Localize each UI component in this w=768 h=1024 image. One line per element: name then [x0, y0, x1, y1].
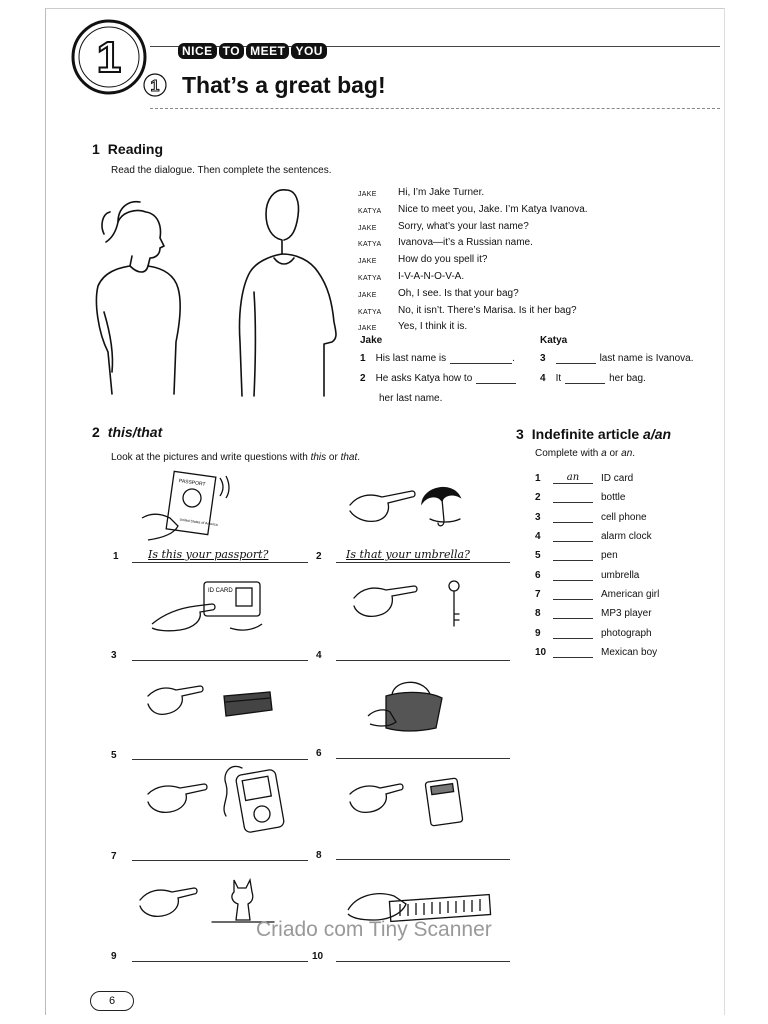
item-noun: cell phone: [601, 512, 647, 523]
sentence-number: 2: [360, 373, 366, 384]
speaker: KATYA: [358, 241, 382, 249]
dialogue-line: [358, 203, 588, 220]
sentence-2: [360, 373, 516, 384]
item-noun: pen: [601, 550, 618, 561]
dialogue-line: [358, 186, 588, 203]
section-3-heading: [516, 426, 671, 442]
answer-blank[interactable]: [565, 373, 605, 384]
question-number: 8: [316, 850, 322, 861]
page-title: That’s a great bag!: [182, 72, 386, 98]
girl-figure: [96, 202, 180, 394]
question-answer[interactable]: Is this your passport?: [148, 548, 269, 561]
article-item: [535, 627, 652, 639]
line-text: Oh, I see. Is that your bag?: [398, 287, 519, 299]
banner-word: YOU: [291, 43, 327, 59]
answer-line[interactable]: [336, 859, 510, 860]
passport-country: United States of America: [179, 517, 219, 527]
speaker: KATYA: [358, 274, 382, 282]
section-2-heading: [92, 424, 162, 440]
svg-text:1: 1: [96, 33, 122, 82]
article-item: [535, 472, 633, 484]
banner-word: NICE: [178, 43, 217, 59]
dialogue-illustration: [88, 182, 350, 404]
article-blank[interactable]: [553, 511, 593, 523]
answer-line[interactable]: [336, 961, 510, 962]
handbag-picture: [366, 674, 456, 734]
speaker: JAKE: [358, 325, 377, 333]
answer-line: [132, 562, 308, 563]
item-number: 8: [535, 608, 541, 619]
speaker: JAKE: [358, 258, 377, 266]
article-blank[interactable]: [553, 607, 593, 619]
instruction-keyword: a: [601, 448, 607, 459]
answer-line[interactable]: [132, 860, 308, 861]
instruction-text: .: [357, 452, 361, 463]
answer-blank[interactable]: [476, 373, 516, 384]
sentence-number: 1: [360, 353, 366, 364]
item-noun: bottle: [601, 492, 626, 503]
item-noun: alarm clock: [601, 531, 652, 542]
sentence-text: last name is Ivanova.: [599, 353, 694, 364]
id-card-label: ID CARD: [208, 588, 233, 594]
article-blank[interactable]: [553, 530, 593, 542]
svg-text:1: 1: [150, 78, 160, 95]
line-text: How do you spell it?: [398, 254, 488, 266]
boy-figure: [239, 190, 336, 396]
key-picture: [352, 578, 472, 632]
question-number: 4: [316, 650, 322, 661]
passport-label: PASSPORT: [178, 478, 206, 488]
sentence-4: [540, 373, 646, 384]
line-text: Yes, I think it is.: [398, 321, 468, 333]
instruction-text: Complete with: [535, 448, 602, 459]
speaker: JAKE: [358, 191, 377, 198]
section-title: Reading: [107, 141, 164, 157]
line-text: Ivanova—it’s a Russian name.: [398, 237, 533, 249]
instruction-keyword: this: [310, 452, 327, 463]
instruction-text: Look at the pictures and write questions with: [111, 452, 311, 463]
question-number: 3: [111, 650, 117, 661]
article-item: [535, 607, 652, 619]
jake-label: Jake: [360, 335, 383, 346]
lesson-number-badge: [142, 72, 168, 98]
sentence-text: He asks Katya how to: [375, 373, 473, 384]
sentence-number: 4: [540, 373, 546, 384]
item-noun: umbrella: [601, 570, 640, 581]
question-answer[interactable]: Is that your umbrella?: [346, 548, 470, 561]
answer-line[interactable]: [132, 961, 308, 962]
header-rule-dashed: [150, 108, 720, 109]
calculator-picture: [348, 776, 478, 828]
dialogue-line: [358, 236, 588, 253]
answer-blank[interactable]: [450, 353, 512, 364]
sentence-number: 3: [540, 353, 546, 364]
article-blank[interactable]: an: [553, 472, 593, 484]
article-item: [535, 491, 625, 503]
banner-word: MEET: [246, 43, 289, 59]
section-number: 1: [92, 141, 100, 157]
dialogue-line: [358, 253, 588, 270]
sentence-1: 1 His last name is .: [360, 353, 515, 364]
id-card-picture: [150, 576, 270, 636]
dialogue-line: [358, 220, 588, 237]
item-number: 10: [535, 647, 547, 658]
sentence-text: her bag.: [609, 373, 646, 384]
line-text: Sorry, what’s your last name?: [398, 220, 529, 232]
question-number: 6: [316, 748, 322, 759]
line-text: Hi, I’m Jake Turner.: [398, 187, 485, 198]
instruction-keyword: that: [340, 452, 358, 463]
article-blank[interactable]: [553, 549, 593, 561]
dialogue: [358, 186, 588, 337]
answer-line[interactable]: [336, 660, 510, 661]
section-2-instruction: [111, 452, 360, 463]
instruction-text: or: [326, 452, 341, 463]
item-noun: ID card: [601, 473, 634, 484]
answer-blank[interactable]: [556, 353, 596, 364]
sentence-text: her last name.: [379, 393, 443, 404]
answer-line: [336, 562, 510, 563]
mp3-player-picture: [146, 764, 306, 836]
sentence-text: It: [555, 373, 562, 384]
section-title: Indefinite article: [531, 426, 644, 442]
section-number: 3: [516, 426, 524, 442]
item-noun: MP3 player: [601, 608, 652, 619]
speaker: KATYA: [358, 207, 382, 215]
banner-word: TO: [219, 43, 244, 59]
sentence-text: His last name is: [375, 353, 447, 364]
item-noun: photograph: [601, 628, 652, 639]
question-number: 5: [111, 750, 117, 761]
dialogue-line: [358, 304, 588, 321]
wallet-picture: [146, 682, 276, 722]
article-item: [535, 569, 639, 581]
item-noun: Mexican boy: [601, 647, 658, 658]
line-text: Nice to meet you, Jake. I’m Katya Ivanova.: [398, 203, 588, 215]
item-number: 4: [535, 531, 541, 542]
speaker: JAKE: [358, 224, 377, 232]
item-number: 9: [535, 628, 541, 639]
question-number: 7: [111, 851, 117, 862]
passport-picture: [138, 468, 238, 544]
item-number: 3: [535, 512, 541, 523]
question-number: 1: [113, 551, 119, 562]
article-item: [535, 530, 652, 542]
article-blank[interactable]: [553, 569, 593, 581]
katya-label: Katya: [540, 335, 568, 346]
speaker: KATYA: [358, 308, 382, 316]
instruction-keyword: an: [621, 448, 633, 459]
sentence-3: [540, 353, 694, 364]
section-1-heading: [92, 141, 163, 157]
line-text: I-V-A-N-O-V-A.: [398, 270, 465, 282]
article-blank[interactable]: [553, 646, 593, 658]
sentence-2-continued: [379, 393, 442, 404]
unit-banner: [178, 44, 329, 58]
item-number: 6: [535, 570, 541, 581]
line-text: No, it isn’t. There’s Marisa. Is it her bag?: [398, 304, 577, 316]
answer-line[interactable]: [132, 759, 308, 760]
item-number: 7: [535, 589, 541, 600]
section-1-instruction: Read the dialogue. Then complete the sentences.: [111, 165, 332, 176]
unit-badge: [70, 18, 148, 96]
question-number: 2: [316, 551, 322, 562]
item-noun: American girl: [601, 589, 660, 600]
item-number: 5: [535, 550, 541, 561]
page-number: 6: [90, 991, 134, 1011]
article-blank[interactable]: [553, 588, 593, 600]
section-title: this/that: [107, 424, 163, 440]
instruction-text: or: [606, 448, 622, 459]
answer-line[interactable]: [132, 660, 308, 661]
section-number: 2: [92, 424, 100, 440]
article-blank[interactable]: [553, 627, 593, 639]
item-number: 1: [535, 473, 541, 484]
scanner-watermark: Criado com Tiny Scanner: [256, 918, 492, 941]
article-blank[interactable]: [553, 491, 593, 503]
speaker: JAKE: [358, 291, 377, 299]
dialogue-line: [358, 287, 588, 304]
article-item: [535, 646, 657, 658]
instruction-text: .: [632, 448, 636, 459]
question-number: 10: [312, 951, 324, 962]
section-title-keyword: a/an: [643, 426, 672, 442]
answer-line[interactable]: [336, 758, 510, 759]
umbrella-picture: [348, 475, 498, 535]
item-number: 2: [535, 492, 541, 503]
dialogue-line: [358, 270, 588, 287]
article-item: [535, 511, 647, 523]
section-3-instruction: [535, 448, 635, 459]
question-number: 9: [111, 951, 117, 962]
article-item: [535, 588, 659, 600]
article-item: [535, 549, 618, 561]
